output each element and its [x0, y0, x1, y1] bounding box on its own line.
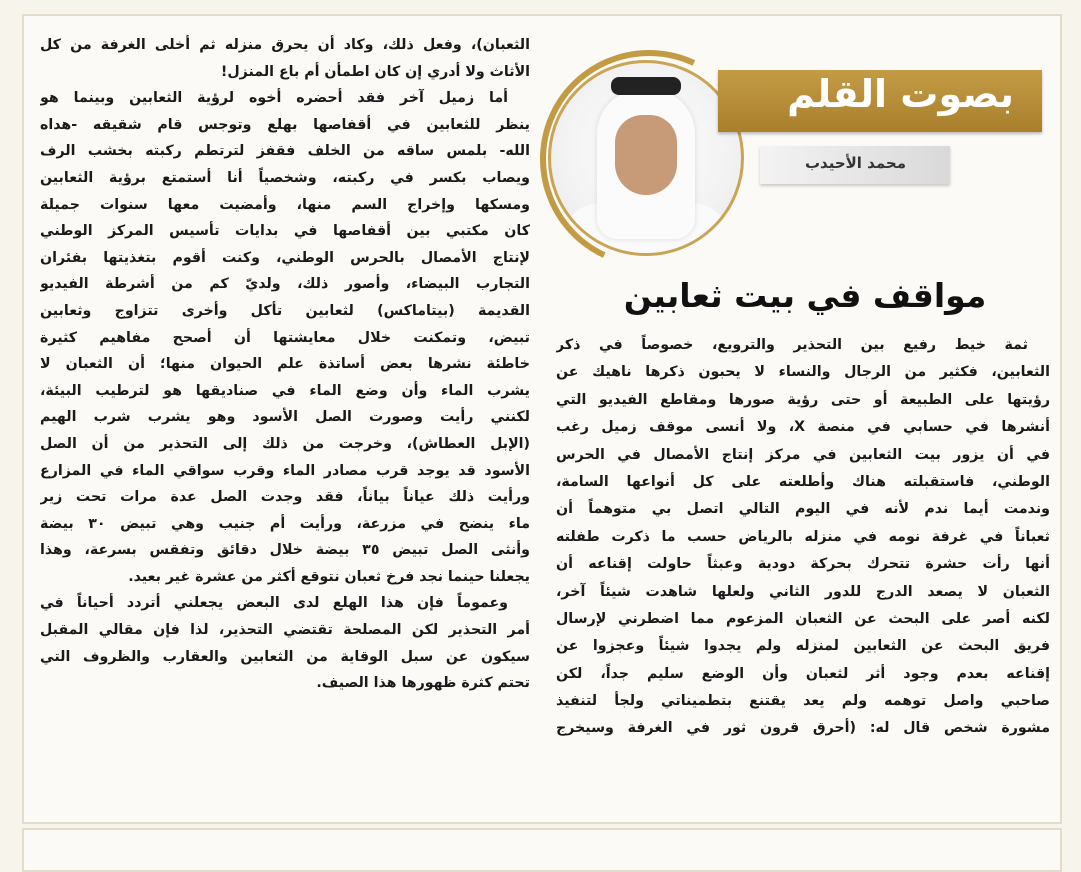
text-line: ويصاب بكسر في ركبته، وشخصياً أنا أستمتع برؤية الثعابين	[40, 169, 530, 186]
text-line: لإنتاج الأمصال بالحرس الوطني، وكنت أقوم بتغذيتها بفئران	[40, 249, 530, 266]
text-line: أما زميل آخر فقد أحضره أخوه لرؤية الثعابين وبينما هو	[40, 90, 508, 107]
text-line: لكنه أصر على البحث عن الثعبان المزعوم مما اضطرني لإرسال	[556, 610, 1050, 627]
text-line: رؤيتها على الطبيعة أو حتى رؤية صورها ومقاطع الفيديو التي	[556, 391, 1050, 408]
article-column-right	[556, 332, 1050, 743]
text-line: وندمت أيما ندم لأنه في اليوم التالي اتصل بي متوهماً أن	[556, 501, 1050, 518]
text-line: ورأيت ذلك عياناً بياناً، فقد وجدت الصل عدة مرات تحت زير	[40, 489, 530, 506]
text-line: ثمة خيط رفيع بين التحذير والترويع، خصوصاً في ذكر	[556, 337, 1028, 353]
next-article-frame	[22, 828, 1062, 872]
text-line: الثعابين، فكثير من الرجال والنساء لا يحبون ذكرها ناهيك عن	[556, 364, 1050, 381]
text-line: إقناعه بعدم وجود أثر لثعبان وأن الوضع سليم جداً، لكن	[556, 665, 1050, 682]
text-line: مشورة شخص قال له: (أحرق قرون ثور في الغرفة وسيخرج	[556, 720, 1050, 737]
text-line: ماء ينضح في مزرعة، ورأيت أم جنيب وهي تبيض ٣٠ بيضة	[40, 515, 530, 532]
text-line: الثعبان لا يصعد الدرج للدور الثاني ولعلها شاهدت شيئاً آخر،	[556, 583, 1050, 600]
text-line: تبيض، وتمكنت خلال معايشتها أن أصحح مفاهيم كثيرة	[40, 329, 530, 346]
text-line: لكنني رأيت وصورت الصل الأسود وهو يشرب شرب الهيم	[40, 409, 530, 426]
text-line: القديمة (بيتاماكس) لثعابين تأكل وأخرى تتزاوج وثعابين	[40, 302, 530, 319]
text-line: في أن يزور بيت الثعابين في مركز إنتاج الأمصال في الحرس	[556, 446, 1050, 463]
text-line: ومسكها وإخراج السم منها، وأمضيت معها سنوات جميلة	[40, 196, 530, 213]
author-name: محمد الأحيدب	[804, 154, 906, 172]
text-line: خاطئة نشرها بعض أساتذة علم الحيوان منها؛ أن الثعبان لا	[40, 356, 530, 373]
author-photo	[548, 60, 744, 256]
article-column-left	[40, 32, 530, 697]
text-line: الأسود قد يوجد قرب مصادر الماء وقرب سواقي الماء في المزارع	[40, 462, 530, 479]
text-line: التجارب البيضاء، وأصور ذلك، ولديّ كم من أشرطة الفيديو	[40, 276, 530, 293]
text-line: فريق البحث عن الثعابين لمنزله ولم يجدوا شيئاً وعجزوا عن	[556, 638, 1050, 655]
column-name: بصوت القلم	[787, 72, 1014, 116]
text-line: أنشرها في حسابي في منصة X، ولا أنسى موقف زميل رغب	[556, 419, 1050, 436]
text-line: أمر التحذير لكن المصلحة تقتضي التحذير، لذا فإن مقالي المقبل	[40, 622, 530, 639]
text-line: يجعلنا حينما نجد فرخ ثعبان نتوقع أكثر من عشرة غير بعيد.	[128, 568, 530, 585]
text-line: صاحبي واصل توهمه ولم يعد يقتنع بتطميناتي ولجأ لتنفيذ	[556, 693, 1050, 710]
text-line: الله- بلمس ساقه من الخلف فقفز لترتطم ركبته بخشب الرف	[40, 143, 530, 160]
text-line: كان مكتبي بين أقفاصها في بدايات تأسيس المركز الوطني	[40, 223, 530, 240]
text-line: الثعبان)، وفعل ذلك، وكاد أن يحرق منزله ثم أخلى الغرفة من كل	[40, 37, 530, 53]
column-name-banner	[718, 70, 1042, 132]
text-line: ثعباناً في غرفة نومه في منزله بالرياض حسب ما ذكرت طفلته	[556, 528, 1050, 545]
text-line: يشرب الماء وأن وضع الماء في صناديقها هو لترطيب البيئة،	[40, 382, 530, 399]
text-line: وعموماً فإن هذا الهلع لدى البعض يجعلني أتردد أحياناً في	[40, 595, 508, 612]
text-line: سيكون عن سبل الوقاية من الثعابين والعقارب والظروف التي	[40, 648, 530, 665]
text-line: الوطني، فاستقبلته هناك وأطلعته على كل أنواعها السامة،	[556, 473, 1050, 490]
text-line: وأنثى الصل تبيض ٣٥ بيضة خلال دقائق وتفقس بسرعة، وهذا	[40, 542, 530, 559]
text-line: ينظر للثعابين في أقفاصها بهلع وتوجس قام شقيقه -هداه	[40, 116, 530, 133]
text-line: أنها رأت حشرة تتحرك بحركة دودية وعبثاً حاولت إقناعه أن	[556, 556, 1050, 573]
author-box	[760, 146, 950, 184]
article-title: مواقف في بيت ثعابين	[623, 276, 987, 315]
text-line: (الإبل العطاش)، وخرجت من ذلك إلى التحذير من أن الصل	[40, 435, 530, 452]
text-line: الأثاث ولا أدري إن كان اطمأن أم باع المنزل!	[220, 63, 530, 80]
text-line: تحتم كثرة ظهورها هذا الصيف.	[316, 675, 530, 692]
